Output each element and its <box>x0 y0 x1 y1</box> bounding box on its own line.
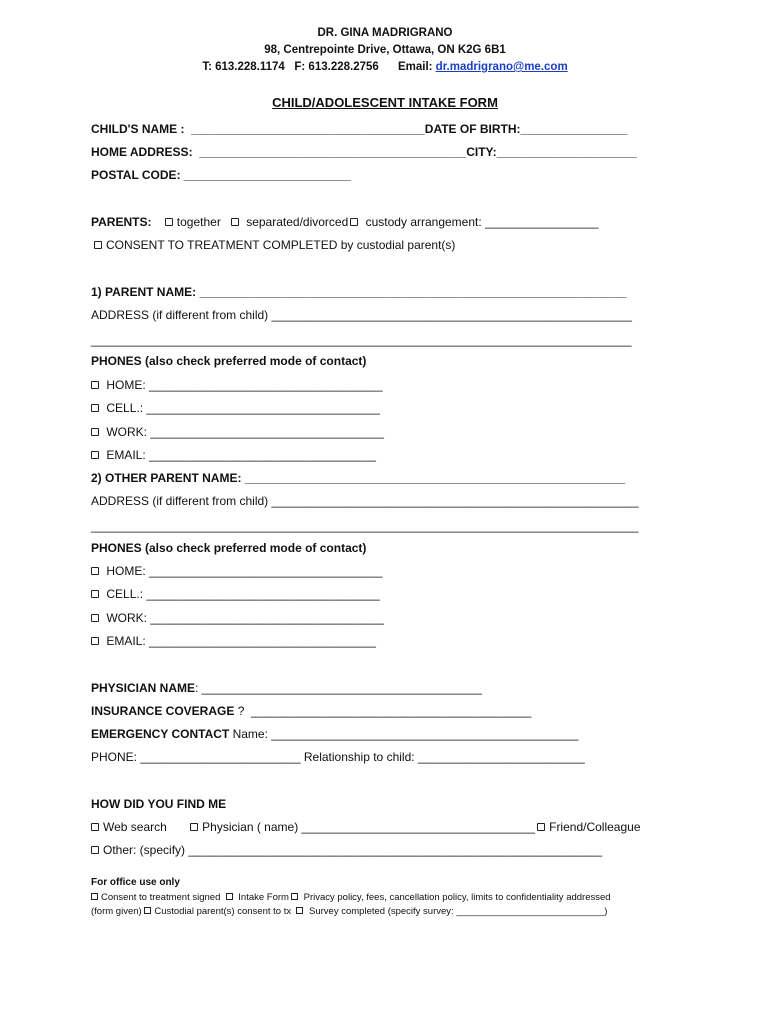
childs-name-field[interactable] <box>91 122 627 136</box>
physician-label: PHYSICIAN NAME <box>91 681 196 695</box>
parent1-email-row <box>91 448 376 462</box>
office-survey-checkbox[interactable] <box>296 907 303 914</box>
emergency-contact-field[interactable] <box>91 727 578 741</box>
emergency-label: EMERGENCY CONTACT <box>91 727 230 741</box>
friend-label: Friend/Colleague <box>549 820 641 834</box>
parent1-work-field[interactable]: WORK: ___________________________________ <box>106 425 384 439</box>
parent2-cell-row <box>91 587 380 601</box>
parent1-work-checkbox[interactable] <box>91 428 99 436</box>
consent-checkbox[interactable] <box>94 241 102 249</box>
parent1-address-field[interactable]: ADDRESS (if different from child) ______________________________________________________ <box>91 308 632 322</box>
office-form-given-label: (form given) <box>91 906 142 917</box>
office-policy-checkbox[interactable] <box>291 893 298 900</box>
dob-label: DATE OF BIRTH:________________ <box>424 122 628 136</box>
parent1-cell-checkbox[interactable] <box>91 404 99 412</box>
separated-label: separated/divorced <box>246 215 349 229</box>
office-consent-label: Consent to treatment signed <box>101 892 221 903</box>
home-address-label: HOME ADDRESS: ________________________________________ <box>91 145 467 159</box>
city-label: CITY:_____________________ <box>466 145 637 159</box>
contact-line <box>0 60 770 74</box>
parent2-home-row <box>91 564 383 578</box>
other-checkbox[interactable] <box>91 846 99 854</box>
insurance-field[interactable] <box>91 704 531 718</box>
office-address: 98, Centrepointe Drive, Ottawa, ON K2G 6B1 <box>264 44 506 56</box>
custody-label: custody arrangement: _________________ <box>365 215 599 229</box>
parent2-home-checkbox[interactable] <box>91 567 99 575</box>
office-policy-label: Privacy policy, fees, cancellation policy, limits to confidentiality addressed <box>303 892 611 903</box>
home-address-field[interactable] <box>91 145 637 159</box>
parent1-phones-heading: PHONES (also check preferred mode of contact) <box>91 354 367 368</box>
phone-fax: T: 613.228.1174 F: 613.228.2756 Email: <box>202 61 436 73</box>
parent2-cell-checkbox[interactable] <box>91 590 99 598</box>
doctor-name: DR. GINA MADRIGRANO <box>317 27 453 39</box>
parent2-work-field[interactable]: WORK: ___________________________________ <box>106 611 384 625</box>
parent1-name-field[interactable]: 1) PARENT NAME: ________________________________________________________________ <box>91 285 627 299</box>
parent1-home-row <box>91 378 383 392</box>
parent2-name-field[interactable]: 2) OTHER PARENT NAME: _________________________________________________________ <box>91 471 626 485</box>
parent2-phones-heading: PHONES (also check preferred mode of contact) <box>91 541 367 555</box>
insurance-line: ? __________________________________________ <box>234 704 532 718</box>
office-intake-checkbox[interactable] <box>226 893 233 900</box>
emergency-phone-field[interactable]: PHONE: ________________________ Relationship to child: _________________________ <box>91 750 585 764</box>
physician-referral-checkbox[interactable] <box>190 823 198 831</box>
web-search-checkbox[interactable] <box>91 823 99 831</box>
parents-row <box>91 215 598 229</box>
consent-row <box>94 238 455 252</box>
separated-checkbox[interactable] <box>231 218 239 226</box>
parent1-home-field[interactable]: HOME: ___________________________________ <box>106 378 383 392</box>
other-field[interactable]: Other: (specify) ______________________________________________________________ <box>103 843 603 857</box>
office-use-heading: For office use only <box>91 877 180 888</box>
parent2-email-checkbox[interactable] <box>91 637 99 645</box>
parent2-email-row <box>91 634 376 648</box>
parent1-cell-row <box>91 401 380 415</box>
emergency-line: Name: ______________________________________________ <box>229 727 579 741</box>
other-row <box>91 843 602 857</box>
friend-checkbox[interactable] <box>537 823 545 831</box>
parent1-email-field[interactable]: EMAIL: __________________________________ <box>106 448 376 462</box>
custody-checkbox[interactable] <box>350 218 358 226</box>
parent1-work-row <box>91 425 384 439</box>
office-consent-checkbox[interactable] <box>91 893 98 900</box>
parent1-email-checkbox[interactable] <box>91 451 99 459</box>
parent2-address-field[interactable]: ADDRESS (if different from child) _______________________________________________________ <box>91 494 639 508</box>
parent1-address-line2[interactable]: _________________________________________________________________________________ <box>91 333 632 347</box>
office-intake-label: Intake Form <box>238 892 289 903</box>
office-survey-label: Survey completed (specify survey: ____________________________) <box>309 906 608 917</box>
together-checkbox[interactable] <box>165 218 173 226</box>
postal-code-field[interactable]: POSTAL CODE: _________________________ <box>91 168 351 182</box>
parent2-address-line2[interactable]: __________________________________________________________________________________ <box>91 519 639 533</box>
physician-line: : __________________________________________ <box>195 681 482 695</box>
office-row-1 <box>91 892 611 904</box>
consent-label: CONSENT TO TREATMENT COMPLETED by custodial parent(s) <box>106 238 456 252</box>
form-title: CHILD/ADOLESCENT INTAKE FORM <box>272 95 498 110</box>
office-custodial-checkbox[interactable] <box>144 907 151 914</box>
physician-referral-field[interactable]: Physician ( name) ___________________________________ <box>202 820 536 834</box>
web-search-label: Web search <box>103 820 167 834</box>
physician-field[interactable] <box>91 681 482 695</box>
parent2-cell-field[interactable]: CELL.: ___________________________________ <box>106 587 380 601</box>
find-me-heading: HOW DID YOU FIND ME <box>91 797 227 811</box>
together-label: together <box>176 215 221 229</box>
parent2-home-field[interactable]: HOME: ___________________________________ <box>106 564 383 578</box>
parent2-work-row <box>91 611 384 625</box>
office-row-2 <box>91 906 607 918</box>
parent1-cell-field[interactable]: CELL.: ___________________________________ <box>106 401 380 415</box>
find-me-row <box>91 820 641 834</box>
office-custodial-label: Custodial parent(s) consent to tx <box>154 906 292 917</box>
childs-name-label: CHILD'S NAME : ___________________________________ <box>91 122 425 136</box>
parent2-email-field[interactable]: EMAIL: __________________________________ <box>106 634 376 648</box>
insurance-label: INSURANCE COVERAGE <box>91 704 235 718</box>
parent2-work-checkbox[interactable] <box>91 614 99 622</box>
parent1-home-checkbox[interactable] <box>91 381 99 389</box>
email-link[interactable]: dr.madrigrano@me.com <box>435 61 568 73</box>
parents-label: PARENTS: <box>91 215 152 229</box>
